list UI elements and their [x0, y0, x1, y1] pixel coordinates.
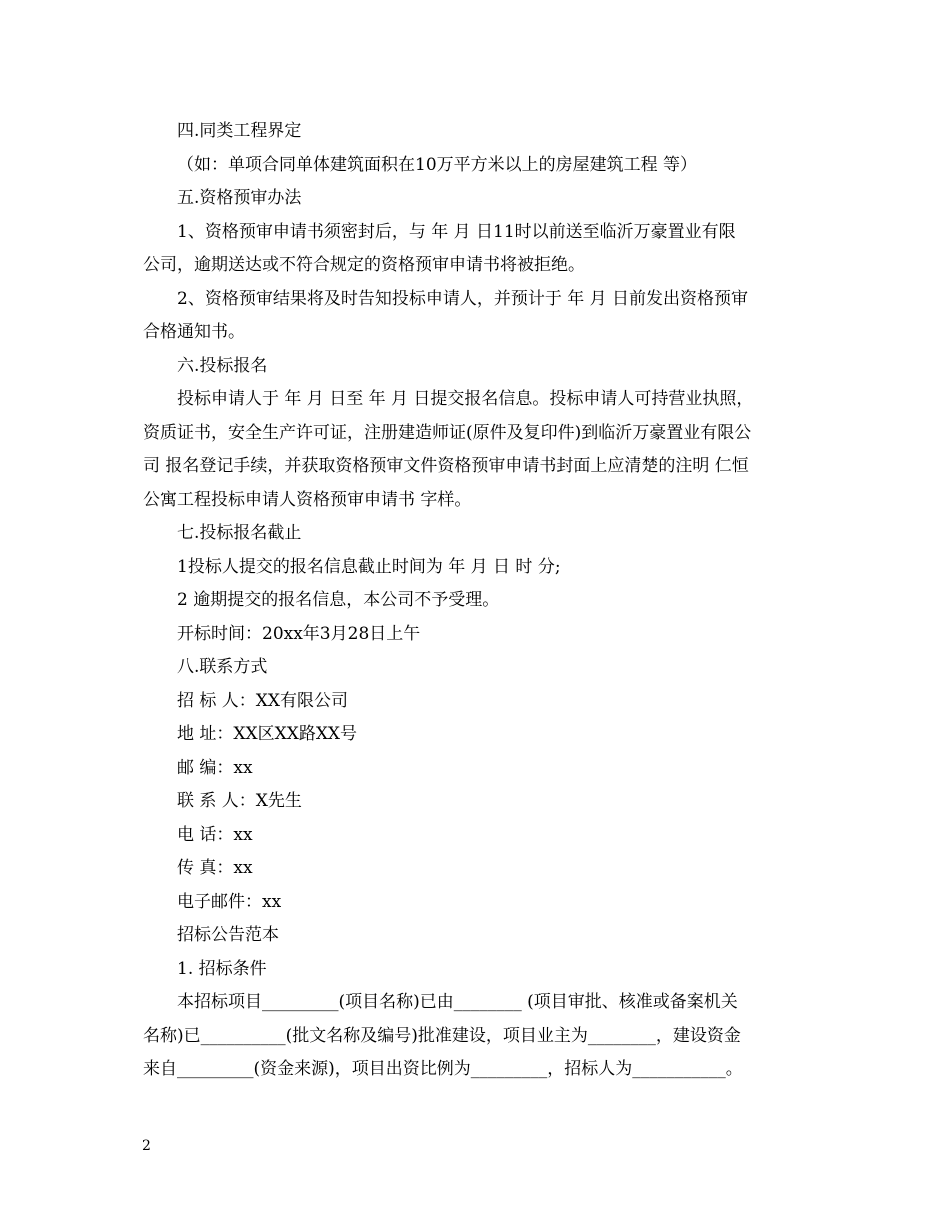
- paragraph-line: 合格通知书。: [143, 322, 245, 342]
- paragraph-line: 1、资格预审申请书须密封后，与 年 月 日11时以前送至临沂万豪置业有限: [177, 221, 736, 242]
- paragraph-line: 本招标项目_________(项目名称)已由________ (项目审批、核准或备案机关: [177, 992, 738, 1012]
- contact-line: 电子邮件：xx: [177, 891, 282, 912]
- paragraph-line: 资质证书，安全生产许可证，注册建造师证(原件及复印件)到临沂万豪置业有限公: [143, 422, 752, 443]
- section-heading: 四.同类工程界定: [177, 121, 302, 141]
- paragraph-line: 来自_________(资金来源)，项目出资比例为_________，招标人为___________。: [143, 1059, 743, 1079]
- paragraph-line: 名称)已__________(批文名称及编号)批准建设，项目业主为________，建设资金: [143, 1025, 741, 1046]
- section-heading: 六.投标报名: [177, 355, 268, 376]
- paragraph-line: 开标时间：20xx年3月28日上午: [177, 623, 421, 644]
- page-number: 2: [142, 1138, 151, 1154]
- contact-line: 电 话：xx: [177, 824, 253, 845]
- section-heading: 七.投标报名截止: [177, 523, 302, 543]
- paragraph-line: （如：单项合同单体建筑面积在10万平方米以上的房屋建筑工程 等）: [177, 154, 698, 175]
- paragraph-line: 公司，逾期送达或不符合规定的资格预审申请书将被拒绝。: [143, 255, 585, 275]
- paragraph-line: 公寓工程投标申请人资格预审申请书 字样。: [143, 489, 472, 510]
- section-heading: 八.联系方式: [177, 657, 268, 677]
- contact-line: 招 标 人：XX有限公司: [177, 690, 349, 711]
- section-heading: 五.资格预审办法: [177, 188, 302, 208]
- contact-line: 地 址：XX区XX路XX号: [177, 724, 358, 744]
- contact-line: 联 系 人：X先生: [177, 791, 302, 811]
- paragraph-line: 投标申请人于 年 月 日至 年 月 日提交报名信息。投标申请人可持营业执照，: [177, 389, 754, 409]
- section-heading: 1. 招标条件: [177, 958, 267, 979]
- paragraph-line: 1投标人提交的报名信息截止时间为 年 月 日 时 分;: [177, 556, 561, 577]
- contact-line: 邮 编：xx: [177, 757, 253, 778]
- paragraph-line: 2 逾期提交的报名信息，本公司不予受理。: [177, 590, 500, 610]
- document-body: [143, 115, 810, 1087]
- section-heading: 招标公告范本: [177, 925, 279, 945]
- contact-line: 传 真：xx: [177, 858, 253, 878]
- paragraph-line: 司 报名登记手续，并获取资格预审文件资格预审申请书封面上应清楚的注明 仁恒: [143, 456, 749, 476]
- paragraph-line: 2、资格预审结果将及时告知投标申请人，并预计于 年 月 日前发出资格预审: [177, 288, 749, 309]
